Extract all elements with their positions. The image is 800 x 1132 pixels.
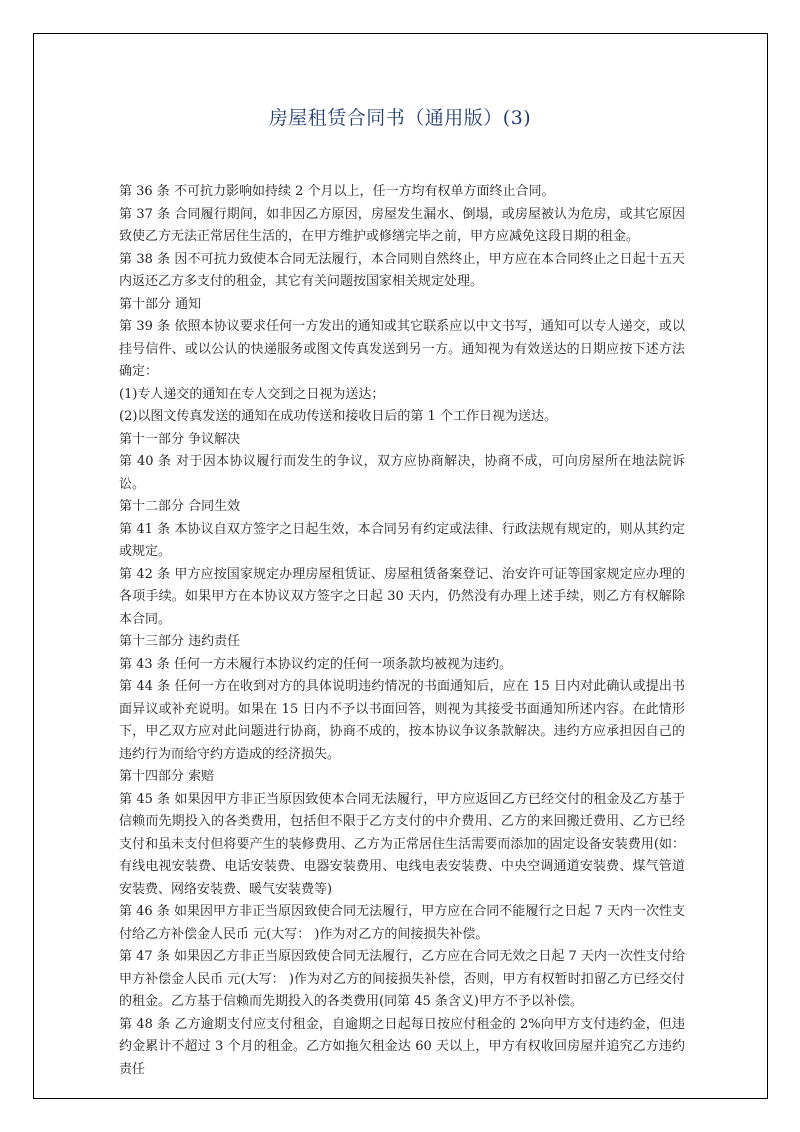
- clause-37: 第 37 条 合同履行期间，如非因乙方原因，房屋发生漏水、倒塌，或房屋被认为危房，或其它原因致使乙方无法正常居住生活的，在甲方维护或修缮完毕之前，甲方应减免这段日期的租金。: [119, 206, 685, 244]
- clause-47: 第 47 条 如果因乙方非正当原因致使合同无法履行，乙方应在合同无效之日起 7 天内一次性支付给甲方补偿金人民币 元(大写： )作为对乙方的间接损失补偿，否则，甲方有权暂时扣留乙方已经交付的租金。乙方基于信赖而先期投入的各类费用(同第 45 条含义)甲方不予以补偿。: [119, 949, 685, 1009]
- clause-39: 第 39 条 依照本协议要求任何一方发出的通知或其它联系应以中文书写，通知可以专人递交，或以挂号信件、或以公认的快递服务或图文传真发送到另一方。通知视为有效送达的日期应按下述方法确定：: [119, 319, 685, 379]
- clause-44: 第 44 条 任何一方在收到对方的具体说明违约情况的书面通知后，应在 15 日内对此确认或提出书面异议或补充说明。如果在 15 日内不予以书面回答，则视为其接受书面通知所述内容。在此情形下，甲乙双方应对此问题进行协商，协商不成的，按本协议争议条款解决。违约方应承担因自己的违约行为而给守约方造成的经济损失。: [119, 679, 685, 762]
- clause-39-item-2: (2)以图文传真发送的通知在成功传送和接收日后的第 1 个工作日视为送达。: [119, 409, 557, 424]
- document-body: [119, 181, 685, 1081]
- clause-48: 第 48 条 乙方逾期支付应支付租金，自逾期之日起每日按应付租金的 2%向甲方支付违约金，但违约金累计不超过 3 个月的租金。乙方如拖欠租金达 60 天以上，甲方有权收回房屋并追究乙方违约责任: [119, 1016, 685, 1077]
- clause-45: 第 45 条 如果因甲方非正当原因致使本合同无法履行，甲方应返回乙方已经交付的租金及乙方基于信赖而先期投入的各类费用，包括但不限于乙方支付的中介费用、乙方的来回搬迁费用、乙方已经支付和虽未支付但将要产生的装修费用、乙方为正常居住生活需要而添加的固定设备安装费用(如：有线电视安装费、电话安装费、电器安装费用、电线电表安装费、中央空调通道安装费、煤气管道安装费、网络安装费、暖气安装费等): [119, 791, 685, 897]
- clause-39-item-1: (1)专人递交的通知在专人交到之日视为送达；: [119, 386, 385, 402]
- clause-43: 第 43 条 任何一方未履行本协议约定的任何一项条款均被视为违约。: [119, 656, 512, 672]
- document-title: 房屋租赁合同书（通用版）(3): [268, 107, 532, 129]
- clause-42: 第 42 条 甲方应按国家规定办理房屋租赁证、房屋租赁备案登记、治安许可证等国家规定应办理的各项手续。如果甲方在本协议双方签字之日起 30 天内，仍然没有办理上述手续，则乙方有权解除本合同。: [119, 566, 685, 627]
- section-heading-claims: 第十四部分 索赔: [119, 769, 215, 784]
- clause-36: 第 36 条 不可抗力影响如持续 2 个月以上，任一方均有权单方面终止合同。: [119, 184, 555, 199]
- clause-38: 第 38 条 因不可抗力致使本合同无法履行，本合同则自然终止，甲方应在本合同终止之日起十五天内返还乙方多支付的租金，其它有关问题按国家相关规定处理。: [119, 251, 685, 289]
- clause-46: 第 46 条 如果因甲方非正当原因致使合同无法履行，甲方应在合同不能履行之日起 7 天内一次性支付给乙方补偿金人民币 元(大写： )作为对乙方的间接损失补偿。: [119, 904, 685, 942]
- section-heading-effect: 第十二部分 合同生效: [119, 499, 241, 514]
- section-heading-breach: 第十三部分 违约责任: [119, 634, 241, 649]
- clause-40: 第 40 条 对于因本协议履行而发生的争议，双方应协商解决，协商不成，可向房屋所在地法院诉讼。: [119, 454, 685, 492]
- section-heading-dispute: 第十一部分 争议解决: [119, 431, 241, 447]
- clause-41: 第 41 条 本协议自双方签字之日起生效，本合同另有约定或法律、行政法规有规定的，则从其约定或规定。: [119, 521, 685, 559]
- section-heading-notice: 第十部分 通知: [119, 296, 202, 312]
